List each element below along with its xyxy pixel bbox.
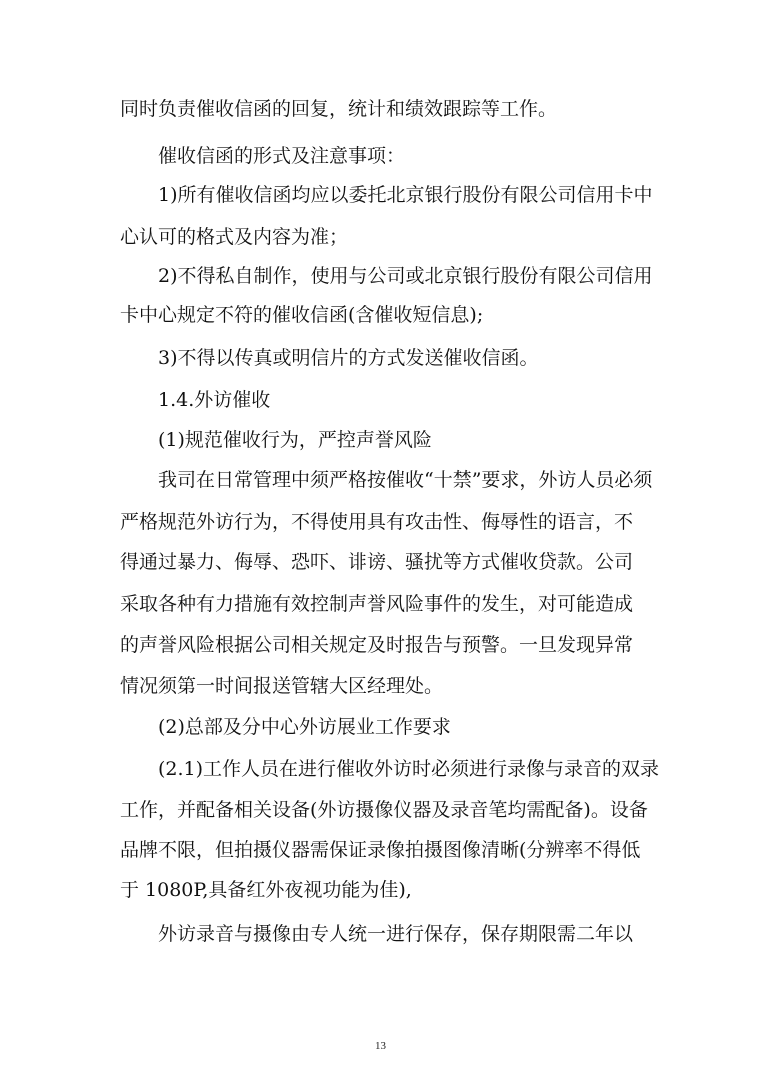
section-heading-1-4: 1.4.外访催收 [158, 389, 271, 411]
paragraph-line-18: 工作，并配备相关设备(外访摄像仪器及录音笔均需配备)。设备 [120, 799, 648, 821]
subheading-1: (1)规范催收行为，严控声誉风险 [158, 429, 432, 451]
paragraph-line-6: 卡中心规定不符的催收信函(含催收短信息); [120, 304, 484, 326]
paragraph-line-4: 心认可的格式及内容为准； [120, 226, 349, 248]
paragraph-line-20: 于 1080P,具备红外夜视功能为佳), [120, 879, 412, 901]
paragraph-line-7: 3)不得以传真或明信片的方式发送催收信函。 [158, 347, 539, 369]
paragraph-line-5: 2)不得私自制作，使用与公司或北京银行股份有限公司信用 [158, 265, 653, 287]
paragraph-line-11: 严格规范外访行为，不得使用具有攻击性、侮辱性的语言，不 [120, 511, 634, 533]
paragraph-line-15: 情况须第一时间报送管辖大区经理处。 [120, 675, 444, 697]
paragraph-line-21: 外访录音与摄像由专人统一进行保存，保存期限需二年以 [158, 923, 634, 945]
paragraph-line-17: (2.1)工作人员在进行催收外访时必须进行录像与录音的双录 [158, 758, 660, 780]
page-number: 13 [375, 1040, 386, 1052]
paragraph-line-12: 得通过暴力、侮辱、恐吓、诽谤、骚扰等方式催收贷款。公司 [120, 551, 634, 573]
subheading-2: (2)总部及分中心外访展业工作要求 [158, 716, 451, 738]
paragraph-line-1: 同时负责催收信函的回复，统计和绩效跟踪等工作。 [120, 98, 558, 120]
paragraph-line-13: 采取各种有力措施有效控制声誉风险事件的发生，对可能造成 [120, 593, 634, 615]
paragraph-line-10: 我司在日常管理中须严格按催收“十禁”要求，外访人员必须 [158, 469, 653, 491]
paragraph-line-3: 1)所有催收信函均应以委托北京银行股份有限公司信用卡中 [158, 184, 653, 206]
paragraph-line-19: 品牌不限，但拍摄仪器需保证录像拍摄图像清晰(分辨率不得低 [120, 839, 641, 861]
paragraph-line-2: 催收信函的形式及注意事项： [158, 145, 406, 167]
paragraph-line-14: 的声誉风险根据公司相关规定及时报告与预警。一旦发现异常 [120, 634, 634, 656]
